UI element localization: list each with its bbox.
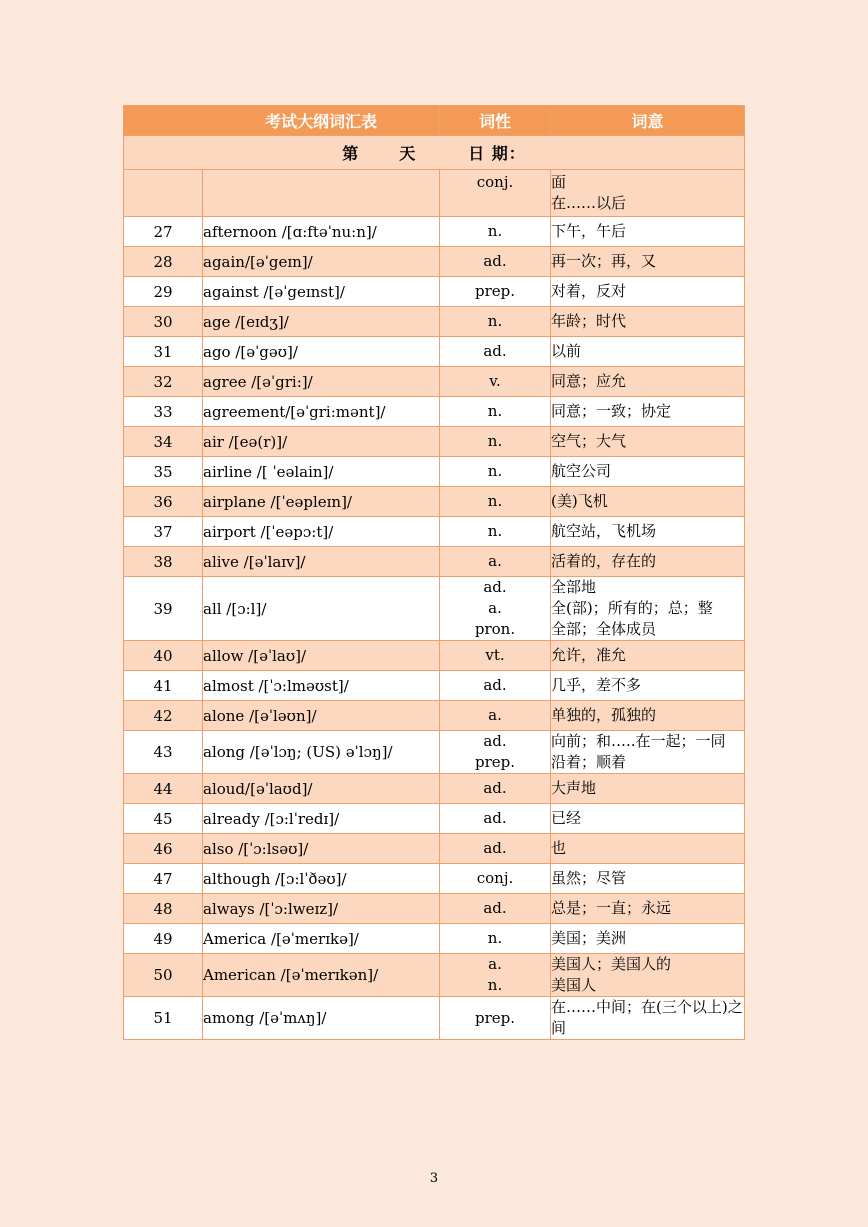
row-number: 36 [124,487,203,517]
table-row [124,217,745,247]
pos-line: a. [488,955,502,973]
row-pos [440,894,551,924]
row-word: again/[əˈgeɪn]/ [203,247,440,277]
row-word: always /[ˈɔ:lweɪz]/ [203,894,440,924]
row-pos [440,641,551,671]
vocabulary-table [123,105,745,1040]
row-number: 50 [124,954,203,997]
meaning-line: 虽然；尽管 [551,869,627,887]
meaning-line: 也 [551,839,567,857]
row-word: agreement/[əˈgri:mənt]/ [203,397,440,427]
table-header-row [124,106,745,136]
row-pos [440,997,551,1040]
row-pos [440,247,551,277]
row-meaning [551,307,745,337]
row-word: aloud/[əˈlaʊd]/ [203,774,440,804]
row-number: 39 [124,577,203,641]
pos-line: prep. [474,282,516,300]
meaning-line: 年龄；时代 [551,312,627,330]
meaning-line: 全部；全体成员 [551,620,657,638]
pos-line: n. [487,402,503,420]
row-pos [440,864,551,894]
pos-line: pron. [474,620,516,638]
meaning-line: 总是；一直；永远 [551,899,672,917]
row-word: also /[ˈɔ:lsəʊ]/ [203,834,440,864]
table-row [124,457,745,487]
row-word: air /[eə(r)]/ [203,427,440,457]
meaning-line: 大声地 [551,779,597,797]
row-word: along /[əˈlɔŋ; (US) əˈlɔŋ]/ [203,731,440,774]
row-pos [440,804,551,834]
table-row [124,577,745,641]
pos-line: n. [487,462,503,480]
pos-line: a. [488,706,502,724]
row-number: 34 [124,427,203,457]
row-meaning [551,547,745,577]
pos-line: ad. [483,779,507,797]
row-pos [440,954,551,997]
pos-line: conj. [476,869,514,887]
row-meaning [551,367,745,397]
row-pos [440,277,551,307]
pos-line: n. [487,522,503,540]
row-word: ago /[əˈgəʊ]/ [203,337,440,367]
table-row [124,277,745,307]
row-word: already /[ɔ:lˈredɪ]/ [203,804,440,834]
table-row [124,397,745,427]
row-pos [440,367,551,397]
row-meaning [551,671,745,701]
row-pos [440,924,551,954]
row-number: 38 [124,547,203,577]
row-meaning [551,427,745,457]
row-number: 35 [124,457,203,487]
meaning-line: 沿着；顺着 [551,753,627,771]
pos-line: ad. [483,342,507,360]
table-row [124,641,745,671]
row-pos [440,217,551,247]
pos-line: ad. [483,252,507,270]
pos-line: prep. [474,753,516,771]
row-number: 27 [124,217,203,247]
row-pos [440,577,551,641]
pos-line: n. [487,492,503,510]
pos-line: ad. [483,899,507,917]
row-meaning [551,774,745,804]
row-word: alive /[əˈlaɪv]/ [203,547,440,577]
meaning-line: 美国；美洲 [551,929,627,947]
meaning-line: 全(部)；所有的；总；整 [551,599,713,617]
pos-line: n. [487,432,503,450]
row-pos [440,517,551,547]
row-meaning [551,577,745,641]
row-word: among /[əˈmʌŋ]/ [203,997,440,1040]
row-word: allow /[əˈlaʊ]/ [203,641,440,671]
row-number: 43 [124,731,203,774]
pos-line: v. [489,372,501,390]
row-number: 46 [124,834,203,864]
row-pos [440,671,551,701]
table-row-continued [124,170,745,217]
meaning-line: 同意；一致；协定 [551,402,672,420]
meaning-line: 允许，准允 [551,646,627,664]
row-meaning [551,457,745,487]
row-meaning [551,397,745,427]
row-meaning [551,864,745,894]
row-word: against /[əˈgeɪnst]/ [203,277,440,307]
day-date-cell [124,136,745,170]
row-meaning [551,517,745,547]
meaning-line: 再一次；再，又 [551,252,657,270]
table-row [124,247,745,277]
row-number: 51 [124,997,203,1040]
table-row [124,517,745,547]
day-date-row [124,136,745,170]
row-number: 28 [124,247,203,277]
header-pos: 词性 [440,106,551,136]
row-meaning [551,954,745,997]
date-label: 日 期： [468,144,526,163]
row-pos [440,487,551,517]
row-meaning [551,701,745,731]
pos-line: a. [488,552,502,570]
table-row [124,367,745,397]
row-word: alone /[əˈləʊn]/ [203,701,440,731]
table-row [124,804,745,834]
row-word: America /[əˈmerɪkə]/ [203,924,440,954]
meaning-line: 在……以后 [551,194,627,212]
meaning-line: 向前；和…..在一起；一同 [551,732,726,750]
row-number: 31 [124,337,203,367]
pos-line: prep. [474,1008,516,1027]
row-number: 37 [124,517,203,547]
pos-line: ad. [483,732,507,750]
row-number: 33 [124,397,203,427]
pos-line: n. [487,929,503,947]
meaning-line: 同意；应允 [551,372,627,390]
pos-line: ad. [483,809,507,827]
meaning-line: (美)飞机 [551,492,608,510]
header-spacer [124,106,203,136]
row-meaning [551,834,745,864]
meaning-line: 美国人 [551,976,597,994]
table-row [124,337,745,367]
row-pos: conj. [440,170,551,217]
table-row [124,487,745,517]
row-word: all /[ɔ:l]/ [203,577,440,641]
meaning-line: 单独的，孤独的 [551,706,657,724]
row-number: 47 [124,864,203,894]
pos-line: a. [488,599,502,617]
meaning-line: 下午，午后 [551,222,627,240]
row-pos [440,774,551,804]
row-number: 29 [124,277,203,307]
table-row [124,774,745,804]
table-row [124,307,745,337]
row-pos [440,457,551,487]
row-word: airport /[ˈeəpɔ:t]/ [203,517,440,547]
row-pos [440,427,551,457]
row-meaning [551,170,745,217]
meaning-line: 已经 [551,809,582,827]
row-word: age /[eɪdʒ]/ [203,307,440,337]
row-meaning [551,997,745,1040]
day-label-2: 天 [399,144,417,163]
meaning-line: 全部地 [551,578,597,596]
table-row [124,671,745,701]
row-number: 44 [124,774,203,804]
pos-line: vt. [485,646,505,664]
row-pos [440,701,551,731]
row-pos [440,397,551,427]
row-number: 45 [124,804,203,834]
pos-line: n. [487,312,503,330]
row-pos [440,731,551,774]
meaning-line: 航空公司 [551,462,612,480]
table-row [124,731,745,774]
row-pos [440,337,551,367]
table-row [124,701,745,731]
meaning-line: 在……中间；在(三个以上)之间 [551,998,743,1037]
row-pos [440,547,551,577]
row-number: 48 [124,894,203,924]
row-number: 30 [124,307,203,337]
meaning-line: 活着的，存在的 [551,552,657,570]
row-meaning [551,894,745,924]
table-row [124,864,745,894]
table-row [124,547,745,577]
pos-line: n. [487,222,503,240]
row-word: although /[ɔ:lˈðəʊ]/ [203,864,440,894]
table-row [124,834,745,864]
row-meaning [551,337,745,367]
row-number: 41 [124,671,203,701]
meaning-line: 空气；大气 [551,432,627,450]
meaning-line: 几乎，差不多 [551,676,642,694]
row-meaning [551,217,745,247]
day-label-1: 第 [342,144,360,163]
meaning-line: 对着，反对 [551,282,627,300]
row-meaning [551,247,745,277]
pos-line: n. [487,976,503,994]
table-row [124,427,745,457]
pos-line: ad. [483,676,507,694]
row-word: almost /[ˈɔ:lməʊst]/ [203,671,440,701]
row-meaning [551,277,745,307]
row-meaning [551,731,745,774]
row-word: airplane /[ˈeəpleɪn]/ [203,487,440,517]
row-meaning [551,641,745,671]
row-word [203,170,440,217]
row-meaning [551,924,745,954]
meaning-line: 美国人；美国人的 [551,955,672,973]
meaning-line: 航空站，飞机场 [551,522,657,540]
row-number: 32 [124,367,203,397]
pos-line: ad. [483,839,507,857]
table-row [124,894,745,924]
row-word: agree /[əˈgri:]/ [203,367,440,397]
meaning-line: 以前 [551,342,582,360]
row-number: 40 [124,641,203,671]
table-row [124,954,745,997]
table-row [124,924,745,954]
row-number: 49 [124,924,203,954]
row-pos [440,834,551,864]
row-number [124,170,203,217]
row-pos [440,307,551,337]
row-word: airline /[ ˈeəlain]/ [203,457,440,487]
table-row [124,997,745,1040]
pos-line: ad. [483,578,507,596]
row-word: afternoon /[ɑ:ftəˈnu:n]/ [203,217,440,247]
row-word: American /[əˈmerɪkən]/ [203,954,440,997]
row-number: 42 [124,701,203,731]
row-meaning [551,804,745,834]
header-word: 考试大纲词汇表 [203,106,440,136]
row-meaning [551,487,745,517]
page-number: 3 [429,1171,439,1186]
header-meaning: 词意 [551,106,745,136]
meaning-line: 面 [551,173,567,191]
